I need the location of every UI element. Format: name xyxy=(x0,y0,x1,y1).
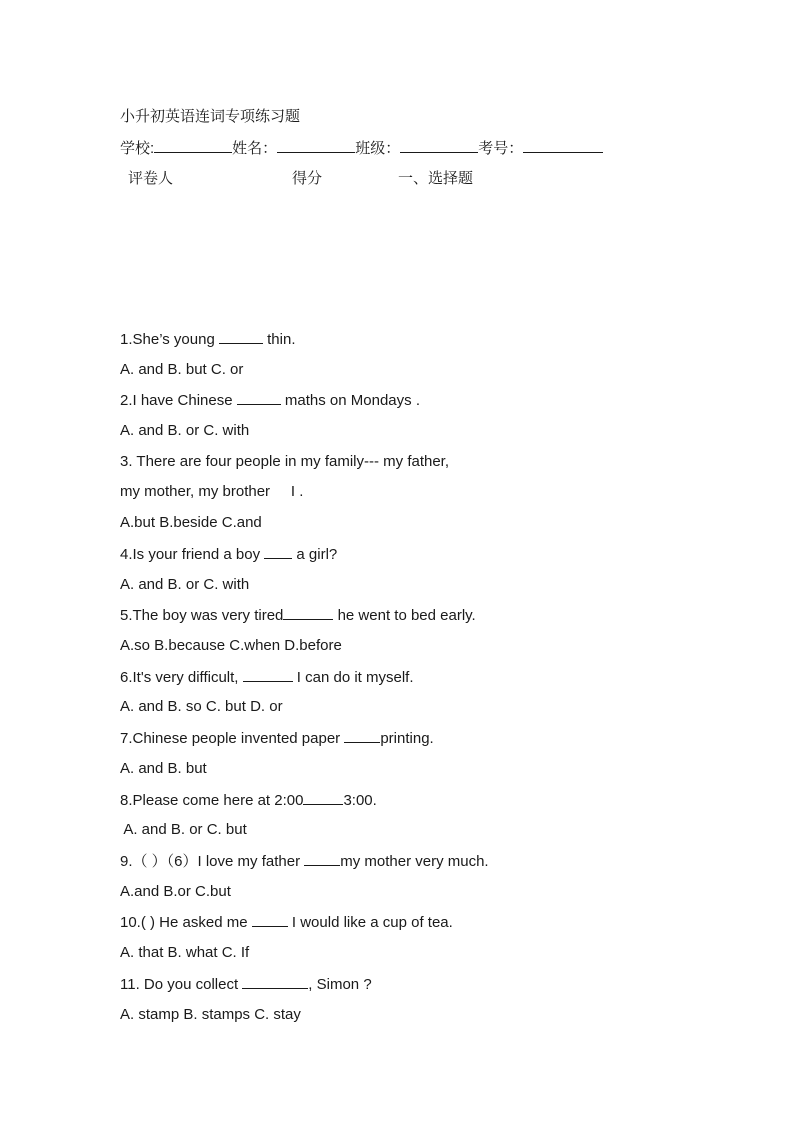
question-2-stem: 2.I have Chinese maths on Mondays . xyxy=(120,392,420,409)
answer-blank xyxy=(344,728,380,743)
question-7-options: A. and B. but xyxy=(120,760,207,777)
question-9-stem: 9.（ ）（6）I love my father my mother very much. xyxy=(120,853,489,870)
question-4-options: A. and B. or C. with xyxy=(120,576,250,593)
question-2-options: A. and B. or C. with xyxy=(120,422,250,439)
answer-blank xyxy=(243,667,293,682)
answer-blank xyxy=(252,912,288,927)
school-blank xyxy=(154,138,232,153)
question-5-stem: 5.The boy was very tired he went to bed early. xyxy=(120,607,476,624)
question-5-options: A.so B.because C.when D.before xyxy=(120,637,342,654)
question-1-stem: 1.She’s young thin. xyxy=(120,331,296,348)
score-label: 得分 xyxy=(292,170,323,187)
section-title: 一、选择题 xyxy=(398,170,474,187)
question-10-stem: 10.( ) He asked me I would like a cup of tea. xyxy=(120,914,453,931)
question-8-options: A. and B. or C. but xyxy=(120,821,247,838)
score-header xyxy=(0,169,794,189)
question-3-options: A.but B.beside C.and xyxy=(120,514,262,531)
name-label: 姓名： xyxy=(232,140,278,157)
school-label: 学校: xyxy=(120,140,155,157)
exam-no-blank xyxy=(523,138,603,153)
student-info-line xyxy=(120,138,603,159)
question-8-stem: 8.Please come here at 2:00 3:00. xyxy=(120,792,377,809)
answer-blank xyxy=(242,974,308,989)
question-4-stem: 4.Is your friend a boy a girl? xyxy=(120,546,338,563)
answer-blank xyxy=(264,544,292,559)
page-title: 小升初英语连词专项练习题 xyxy=(120,108,301,125)
question-1-options: A. and B. but C. or xyxy=(120,361,244,378)
name-blank xyxy=(277,138,355,153)
question-6-options: A. and B. so C. but D. or xyxy=(120,698,283,715)
answer-blank xyxy=(304,851,340,866)
question-9-options: A.and B.or C.but xyxy=(120,883,231,900)
answer-blank xyxy=(219,329,263,344)
question-11-stem: 11. Do you collect , Simon ? xyxy=(120,976,372,993)
answer-blank xyxy=(303,790,343,805)
class-blank xyxy=(400,138,478,153)
question-10-options: A. that B. what C. If xyxy=(120,944,250,961)
exam-no-label: 考号： xyxy=(478,140,524,157)
answer-blank xyxy=(237,390,281,405)
question-3-stem-line1: 3. There are four people in my family--- my father, xyxy=(120,453,450,470)
question-6-stem: 6.It's very difficult, I can do it myself. xyxy=(120,669,414,686)
question-7-stem: 7.Chinese people invented paper printing. xyxy=(120,730,434,747)
class-label: 班级： xyxy=(355,140,401,157)
question-11-options: A. stamp B. stamps C. stay xyxy=(120,1006,301,1023)
question-3-stem-line2: my mother, my brother I . xyxy=(120,483,304,500)
answer-blank xyxy=(283,605,333,620)
reviewer-label: 评卷人 xyxy=(128,170,174,187)
